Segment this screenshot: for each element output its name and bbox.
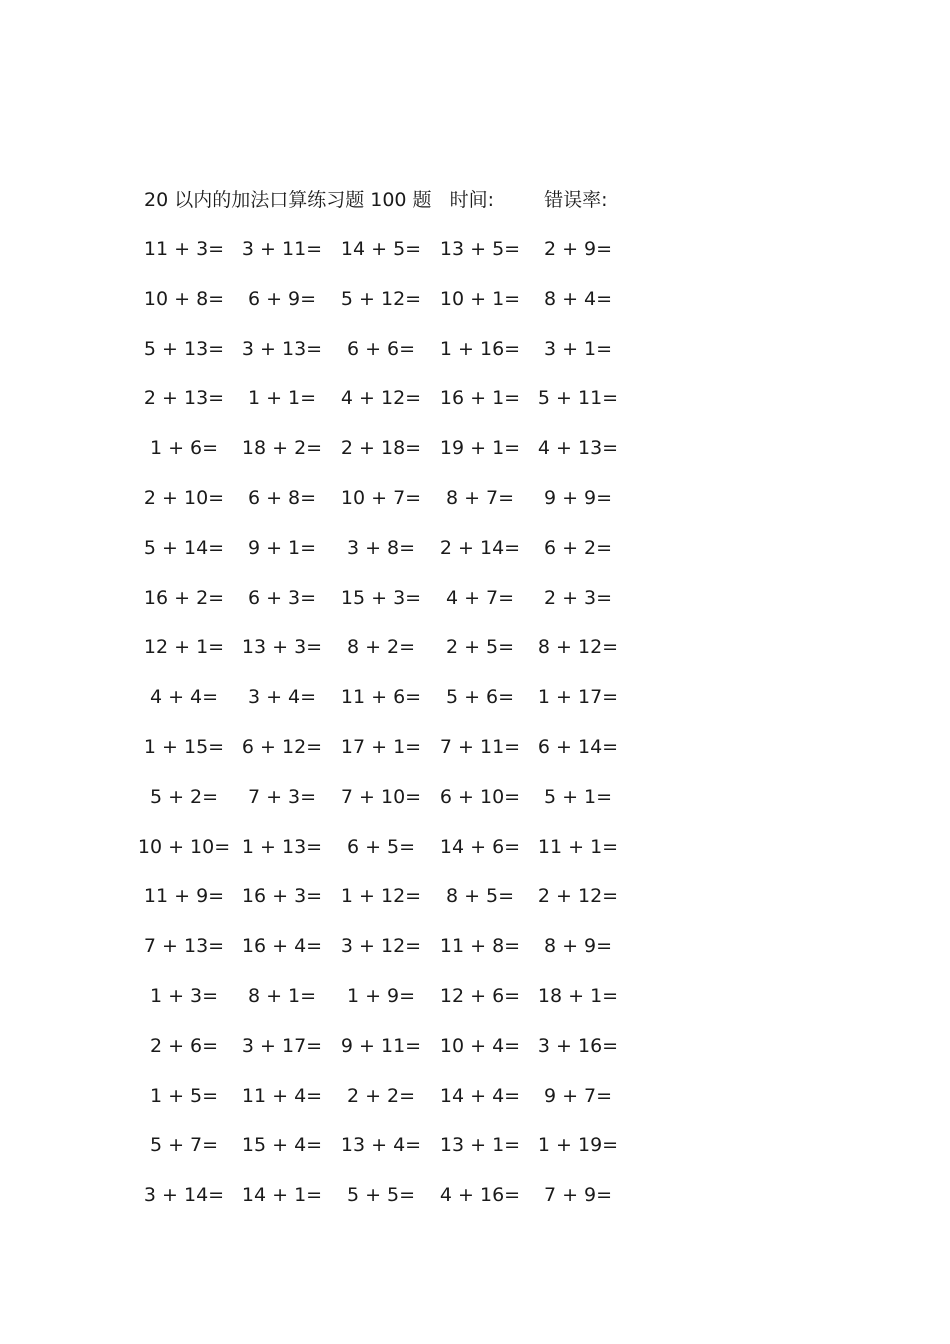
problem-item: 3 + 11= <box>241 238 323 260</box>
problem-row <box>140 385 640 435</box>
problem-item: 6 + 10= <box>439 785 521 808</box>
problem-item: 2 + 6= <box>149 1034 219 1057</box>
problem-row <box>140 585 640 635</box>
problem-item: 11 + 4= <box>241 1084 323 1107</box>
problem-row <box>140 1132 640 1182</box>
problem-item: 9 + 1= <box>247 536 317 559</box>
problem-item: 10 + 7= <box>340 486 422 509</box>
problem-item: 7 + 11= <box>439 735 521 758</box>
problem-item: 3 + 8= <box>346 536 416 559</box>
problem-item: 6 + 6= <box>346 337 416 360</box>
problem-item: 5 + 1= <box>543 785 613 808</box>
problem-item: 8 + 12= <box>537 636 619 659</box>
problem-item: 1 + 15= <box>143 735 225 758</box>
problem-item: 2 + 5= <box>445 636 515 659</box>
problem-item: 12 + 6= <box>439 984 521 1007</box>
problem-item: 11 + 1= <box>537 835 619 858</box>
problem-item: 10 + 10= <box>137 835 231 858</box>
problem-item: 4 + 4= <box>149 686 219 709</box>
problem-item: 5 + 14= <box>143 536 225 559</box>
problem-item: 9 + 11= <box>340 1034 422 1057</box>
problem-item: 4 + 13= <box>537 437 619 460</box>
problem-item: 2 + 10= <box>143 486 225 509</box>
problem-item: 14 + 1= <box>241 1184 323 1207</box>
problem-item: 5 + 11= <box>537 387 619 410</box>
problem-item: 11 + 9= <box>143 885 225 908</box>
problem-item: 6 + 9= <box>247 287 317 310</box>
problem-item: 3 + 17= <box>241 1034 323 1057</box>
problem-item: 8 + 2= <box>346 636 416 659</box>
problem-item: 1 + 16= <box>439 337 521 360</box>
problem-item: 8 + 7= <box>445 486 515 509</box>
problem-item: 1 + 3= <box>149 984 219 1007</box>
problem-item: 1 + 5= <box>149 1084 219 1107</box>
time-label: 时间: <box>449 189 495 211</box>
problem-item: 1 + 13= <box>241 835 323 858</box>
problem-row <box>140 684 640 734</box>
problem-row <box>140 883 640 933</box>
problem-row <box>140 336 640 386</box>
error-rate-label: 错误率: <box>544 189 608 211</box>
problem-row <box>140 1182 640 1232</box>
problem-item: 2 + 14= <box>439 536 521 559</box>
problem-item: 7 + 10= <box>340 785 422 808</box>
problem-item: 10 + 8= <box>143 287 225 310</box>
problem-item: 19 + 1= <box>439 437 521 460</box>
problem-item: 1 + 9= <box>346 984 416 1007</box>
problem-item: 11 + 6= <box>340 686 422 709</box>
problem-item: 17 + 1= <box>340 735 422 758</box>
problem-item: 2 + 2= <box>346 1084 416 1107</box>
problem-item: 1 + 19= <box>537 1134 619 1157</box>
problem-item: 9 + 9= <box>543 486 613 509</box>
problem-row <box>140 933 640 983</box>
problem-item: 5 + 13= <box>143 337 225 360</box>
worksheet-title: 20 以内的加法口算练习题 100 题 <box>144 189 432 211</box>
problem-item: 13 + 5= <box>439 238 521 260</box>
problem-item: 5 + 5= <box>346 1184 416 1207</box>
problem-row <box>140 286 640 336</box>
problem-row <box>140 1033 640 1083</box>
problem-item: 2 + 13= <box>143 387 225 410</box>
problem-item: 3 + 13= <box>241 337 323 360</box>
problem-item: 3 + 4= <box>247 686 317 709</box>
problem-item: 6 + 2= <box>543 536 613 559</box>
problem-item: 16 + 3= <box>241 885 323 908</box>
problem-item: 3 + 16= <box>537 1034 619 1057</box>
problem-item: 6 + 5= <box>346 835 416 858</box>
problem-item: 5 + 2= <box>149 785 219 808</box>
problem-item: 5 + 12= <box>340 287 422 310</box>
problem-item: 15 + 3= <box>340 586 422 609</box>
problem-row <box>140 236 640 286</box>
problem-row <box>140 535 640 585</box>
problem-row <box>140 634 640 684</box>
problem-grid <box>137 236 640 1232</box>
problem-item: 16 + 1= <box>439 387 521 410</box>
problem-item: 10 + 1= <box>439 287 521 310</box>
problem-item: 13 + 1= <box>439 1134 521 1157</box>
problem-row <box>140 435 640 485</box>
problem-item: 9 + 7= <box>543 1084 613 1107</box>
problem-item: 13 + 3= <box>241 636 323 659</box>
problem-item: 5 + 6= <box>445 686 515 709</box>
problem-item: 4 + 16= <box>439 1184 521 1207</box>
problem-row <box>137 834 640 884</box>
problem-item: 8 + 9= <box>543 935 613 958</box>
problem-item: 8 + 1= <box>247 984 317 1007</box>
problem-item: 13 + 4= <box>340 1134 422 1157</box>
problem-row <box>140 485 640 535</box>
problem-item: 6 + 8= <box>247 486 317 509</box>
problem-item: 1 + 12= <box>340 885 422 908</box>
problem-item: 8 + 5= <box>445 885 515 908</box>
problem-item: 10 + 4= <box>439 1034 521 1057</box>
problem-item: 18 + 1= <box>537 984 619 1007</box>
problem-item: 6 + 3= <box>247 586 317 609</box>
problem-item: 3 + 1= <box>543 337 613 360</box>
worksheet-heading <box>144 186 607 214</box>
problem-item: 16 + 4= <box>241 935 323 958</box>
problem-item: 5 + 7= <box>149 1134 219 1157</box>
problem-item: 2 + 18= <box>340 437 422 460</box>
problem-item: 7 + 3= <box>247 785 317 808</box>
problem-item: 2 + 12= <box>537 885 619 908</box>
problem-row <box>140 734 640 784</box>
problem-item: 12 + 1= <box>143 636 225 659</box>
problem-item: 4 + 12= <box>340 387 422 410</box>
problem-item: 2 + 9= <box>543 238 613 260</box>
problem-item: 11 + 3= <box>143 238 225 260</box>
problem-item: 1 + 6= <box>149 437 219 460</box>
problem-row <box>140 983 640 1033</box>
problem-item: 6 + 14= <box>537 735 619 758</box>
problem-item: 2 + 3= <box>543 586 613 609</box>
problem-item: 1 + 17= <box>537 686 619 709</box>
problem-item: 3 + 12= <box>340 935 422 958</box>
problem-item: 3 + 14= <box>143 1184 225 1207</box>
problem-item: 8 + 4= <box>543 287 613 310</box>
problem-item: 15 + 4= <box>241 1134 323 1157</box>
problem-item: 4 + 7= <box>445 586 515 609</box>
problem-item: 14 + 5= <box>340 238 422 260</box>
problem-item: 1 + 1= <box>247 387 317 410</box>
problem-item: 16 + 2= <box>143 586 225 609</box>
problem-item: 6 + 12= <box>241 735 323 758</box>
problem-row <box>140 784 640 834</box>
problem-item: 7 + 9= <box>543 1184 613 1207</box>
problem-item: 14 + 6= <box>439 835 521 858</box>
problem-item: 11 + 8= <box>439 935 521 958</box>
problem-row <box>140 1083 640 1133</box>
problem-item: 14 + 4= <box>439 1084 521 1107</box>
problem-item: 18 + 2= <box>241 437 323 460</box>
problem-item: 7 + 13= <box>143 935 225 958</box>
